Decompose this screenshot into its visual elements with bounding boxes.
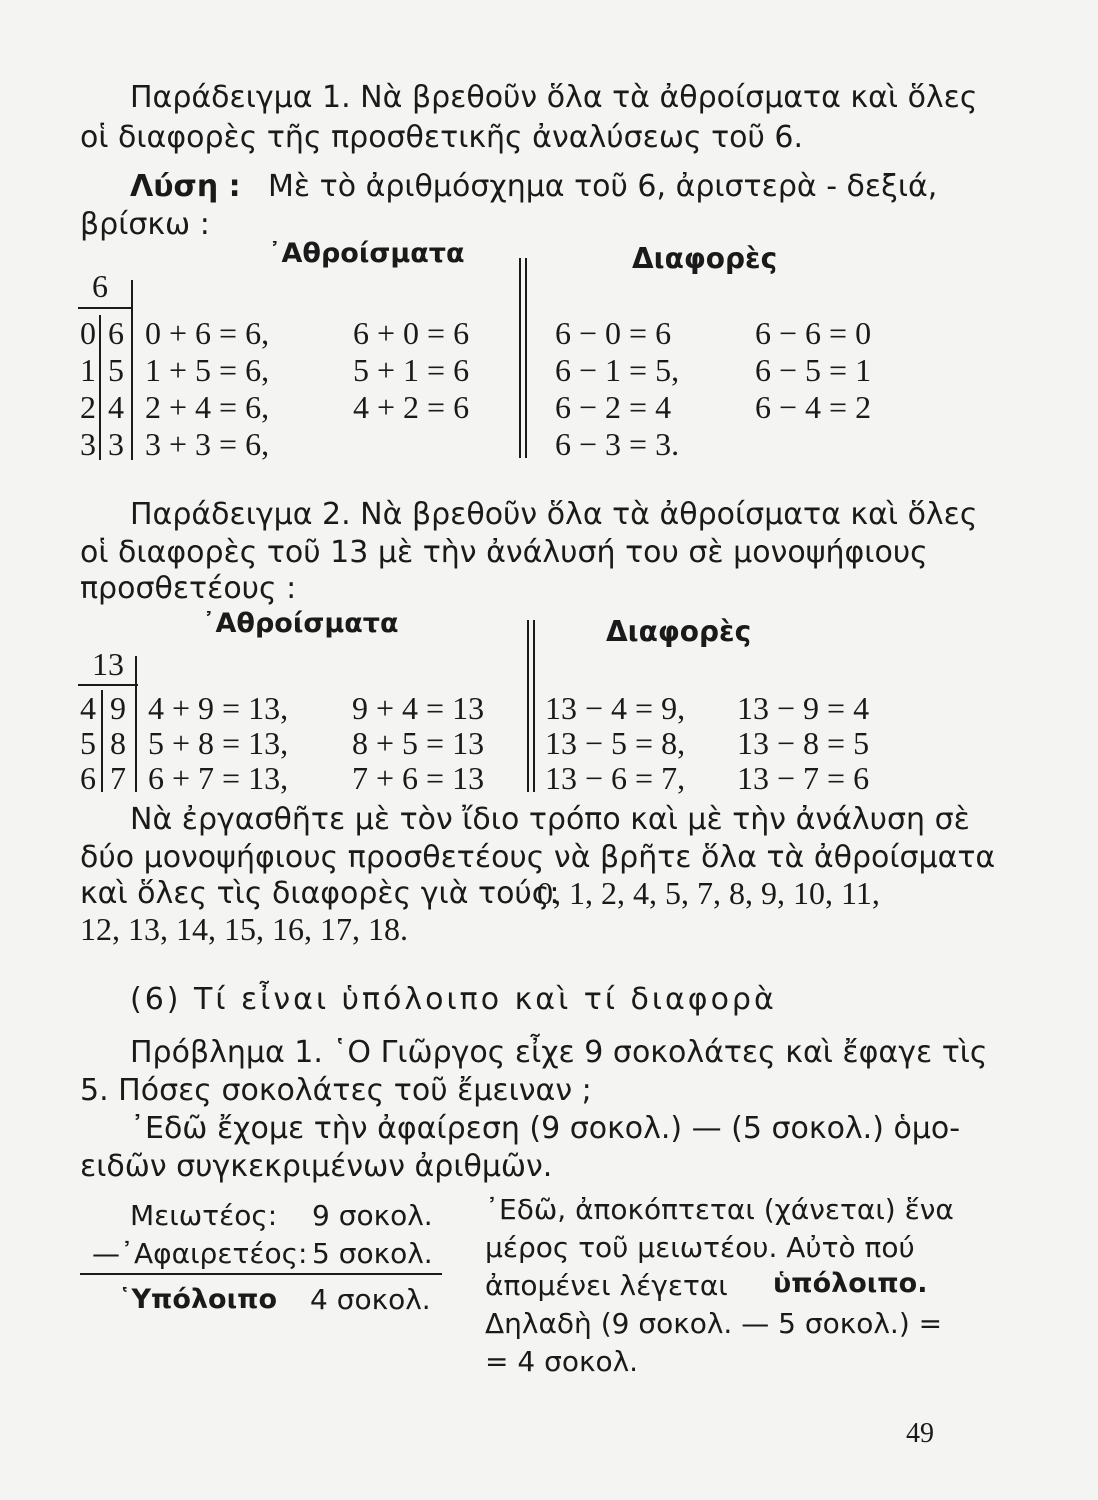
example1-pair-a: 3 — [80, 426, 96, 462]
example2-diff: 13 − 9 = 4 — [737, 690, 870, 726]
example1-diff: 6 − 0 = 6 — [555, 315, 672, 351]
example1-sum: 1 + 5 = 6, — [145, 352, 270, 388]
example2-diff: 13 − 6 = 7, — [545, 760, 686, 796]
example1-sums-header: ᾽Αθροίσματα — [268, 238, 465, 269]
example1-pair-b: 4 — [108, 389, 124, 425]
example1-number-rule — [78, 307, 132, 309]
remainder-label: ῾Υπόλοιπο — [118, 1284, 278, 1315]
example1-sum: 0 + 6 = 6, — [145, 315, 270, 351]
example2-pair-b: 9 — [110, 690, 126, 726]
exercise-line3-text: καὶ ὅλες τὶς διαφορὲς γιὰ τούς: — [80, 876, 560, 911]
example2-sum: 8 + 5 = 13 — [352, 725, 485, 761]
example2-diff: 13 − 4 = 9, — [545, 690, 686, 726]
subtrahend-label: —᾽Αφαιρετέος: — [92, 1237, 308, 1270]
example1-sum: 5 + 1 = 6 — [353, 352, 470, 388]
example2-sum: 4 + 9 = 13, — [148, 690, 289, 726]
example2-double-rule-left — [527, 620, 529, 792]
example2-diffs-header: Διαφορὲς — [606, 615, 752, 648]
problem1-line4: ειδῶν συγκεκριμένων ἀριθμῶν. — [80, 1149, 553, 1184]
example1-diff: 6 − 1 = 5, — [555, 352, 680, 388]
example2-line2: οἱ διαφορὲς τοῦ 13 μὲ τὴν ἀνάλυσή του σὲ μονοψήφιους — [80, 535, 928, 570]
example2-number: 13 — [92, 646, 124, 682]
example2-diff: 13 − 7 = 6 — [737, 760, 870, 796]
solution-line2: βρίσκω : — [80, 207, 210, 242]
explanation-line4: Δηλαδὴ (9 σοκολ. — 5 σοκολ.) = — [485, 1307, 943, 1340]
example2-pair-a: 5 — [80, 725, 96, 761]
exercise-line4-numbers: 12, 13, 14, 15, 16, 17, 18. — [80, 911, 408, 947]
example1-pair-a: 0 — [80, 315, 96, 351]
example1-diff: 6 − 5 = 1 — [755, 352, 872, 388]
subtrahend-value: 5 σοκολ. — [312, 1237, 433, 1270]
example1-pair-divider — [99, 315, 101, 460]
remainder-value: 4 σοκολ. — [310, 1283, 431, 1316]
example1-number-vline — [131, 280, 133, 460]
example1-diffs-header: Διαφορὲς — [632, 242, 778, 275]
example1-diff: 6 − 3 = 3. — [555, 426, 680, 462]
example2-number-rule — [78, 684, 138, 686]
subtraction-rule — [80, 1273, 442, 1275]
exercise-line1: Νὰ ἐργασθῆτε μὲ τὸν ἴδιο τρόπο καὶ μὲ τὴν ἀνάλυση σὲ — [130, 802, 970, 837]
solution-label: Λύση : — [130, 169, 241, 204]
minuend-value: 9 σοκολ. — [312, 1199, 433, 1232]
example1-pair-a: 1 — [80, 352, 96, 388]
example2-line3: προσθετέους : — [80, 571, 297, 606]
example2-sum: 5 + 8 = 13, — [148, 725, 289, 761]
example2-double-rule-right — [533, 620, 535, 792]
example1-diff: 6 − 4 = 2 — [755, 389, 872, 425]
example1-pair-b: 3 — [108, 426, 124, 462]
example1-sum: 3 + 3 = 6, — [145, 426, 270, 462]
example1-pair-b: 5 — [108, 352, 124, 388]
example1-pair-b: 6 — [108, 315, 124, 351]
exercise-line3-numbers: 0, 1, 2, 4, 5, 7, 8, 9, 10, 11, — [537, 875, 880, 911]
example1-sum: 6 + 0 = 6 — [353, 315, 470, 351]
example2-line1: Παράδειγμα 2. Νὰ βρεθοῦν ὅλα τὰ ἀθροίσματα καὶ ὅλες — [130, 497, 978, 532]
example1-sum: 4 + 2 = 6 — [353, 389, 470, 425]
minuend-label: Μειωτέος: — [130, 1199, 278, 1232]
example2-number-vline — [135, 656, 137, 792]
problem1-line1: Πρόβλημα 1. ῾Ο Γιῶργος εἶχε 9 σοκολάτες καὶ ἔφαγε τὶς — [130, 1035, 988, 1070]
explanation-line5: = 4 σοκολ. — [485, 1345, 639, 1378]
example1-line1: Παράδειγμα 1. Νὰ βρεθοῦν ὅλα τὰ ἀθροίσματα καὶ ὅλες — [130, 80, 978, 115]
example1-sum: 2 + 4 = 6, — [145, 389, 270, 425]
explanation-line3-bold: ὑπόλοιπο. — [773, 1268, 928, 1299]
page-number: 49 — [906, 1418, 934, 1449]
exercise-line2: δύο μονοψήφιους προσθετέους νὰ βρῆτε ὅλα τὰ ἀθροίσματα — [80, 840, 996, 875]
section-heading: (6) Τί εἶναι ὑπόλοιπο καὶ τί διαφορὰ — [130, 982, 777, 1017]
example1-line2: οἱ διαφορὲς τῆς προσθετικῆς ἀναλύσεως τοῦ 6. — [80, 120, 804, 155]
explanation-line3-text: ἀπομένει λέγεται — [485, 1269, 728, 1302]
explanation-line2: μέρος τοῦ μειωτέου. Αὐτὸ πού — [485, 1231, 915, 1264]
example1-double-rule-left — [519, 258, 521, 458]
example2-sum: 7 + 6 = 13 — [352, 760, 485, 796]
example2-pair-b: 8 — [110, 725, 126, 761]
example1-number: 6 — [92, 268, 108, 304]
explanation-line1: ᾽Εδῶ, ἀποκόπτεται (χάνεται) ἕνα — [485, 1193, 954, 1226]
example2-sum: 9 + 4 = 13 — [352, 690, 485, 726]
example2-pair-b: 7 — [110, 760, 126, 796]
example2-sums-header: ᾽Αθροίσματα — [202, 608, 399, 639]
example2-pair-divider — [101, 690, 103, 792]
solution-text: Μὲ τὸ ἀριθμόσχημα τοῦ 6, ἀριστερὰ - δεξιά, — [268, 169, 938, 204]
example2-pair-a: 6 — [80, 760, 96, 796]
problem1-line2: 5. Πόσες σοκολάτες τοῦ ἔμειναν ; — [80, 1073, 592, 1108]
example2-diff: 13 − 8 = 5 — [737, 725, 870, 761]
example2-pair-a: 4 — [80, 690, 96, 726]
example2-diff: 13 − 5 = 8, — [545, 725, 686, 761]
problem1-line3: ᾽Εδῶ ἔχομε τὴν ἀφαίρεση (9 σοκολ.) — (5 σοκολ.) ὁμο- — [130, 1111, 961, 1146]
example1-diff: 6 − 2 = 4 — [555, 389, 672, 425]
example1-diff: 6 − 6 = 0 — [755, 315, 872, 351]
example1-double-rule-right — [525, 258, 527, 458]
example1-pair-a: 2 — [80, 389, 96, 425]
example2-sum: 6 + 7 = 13, — [148, 760, 289, 796]
